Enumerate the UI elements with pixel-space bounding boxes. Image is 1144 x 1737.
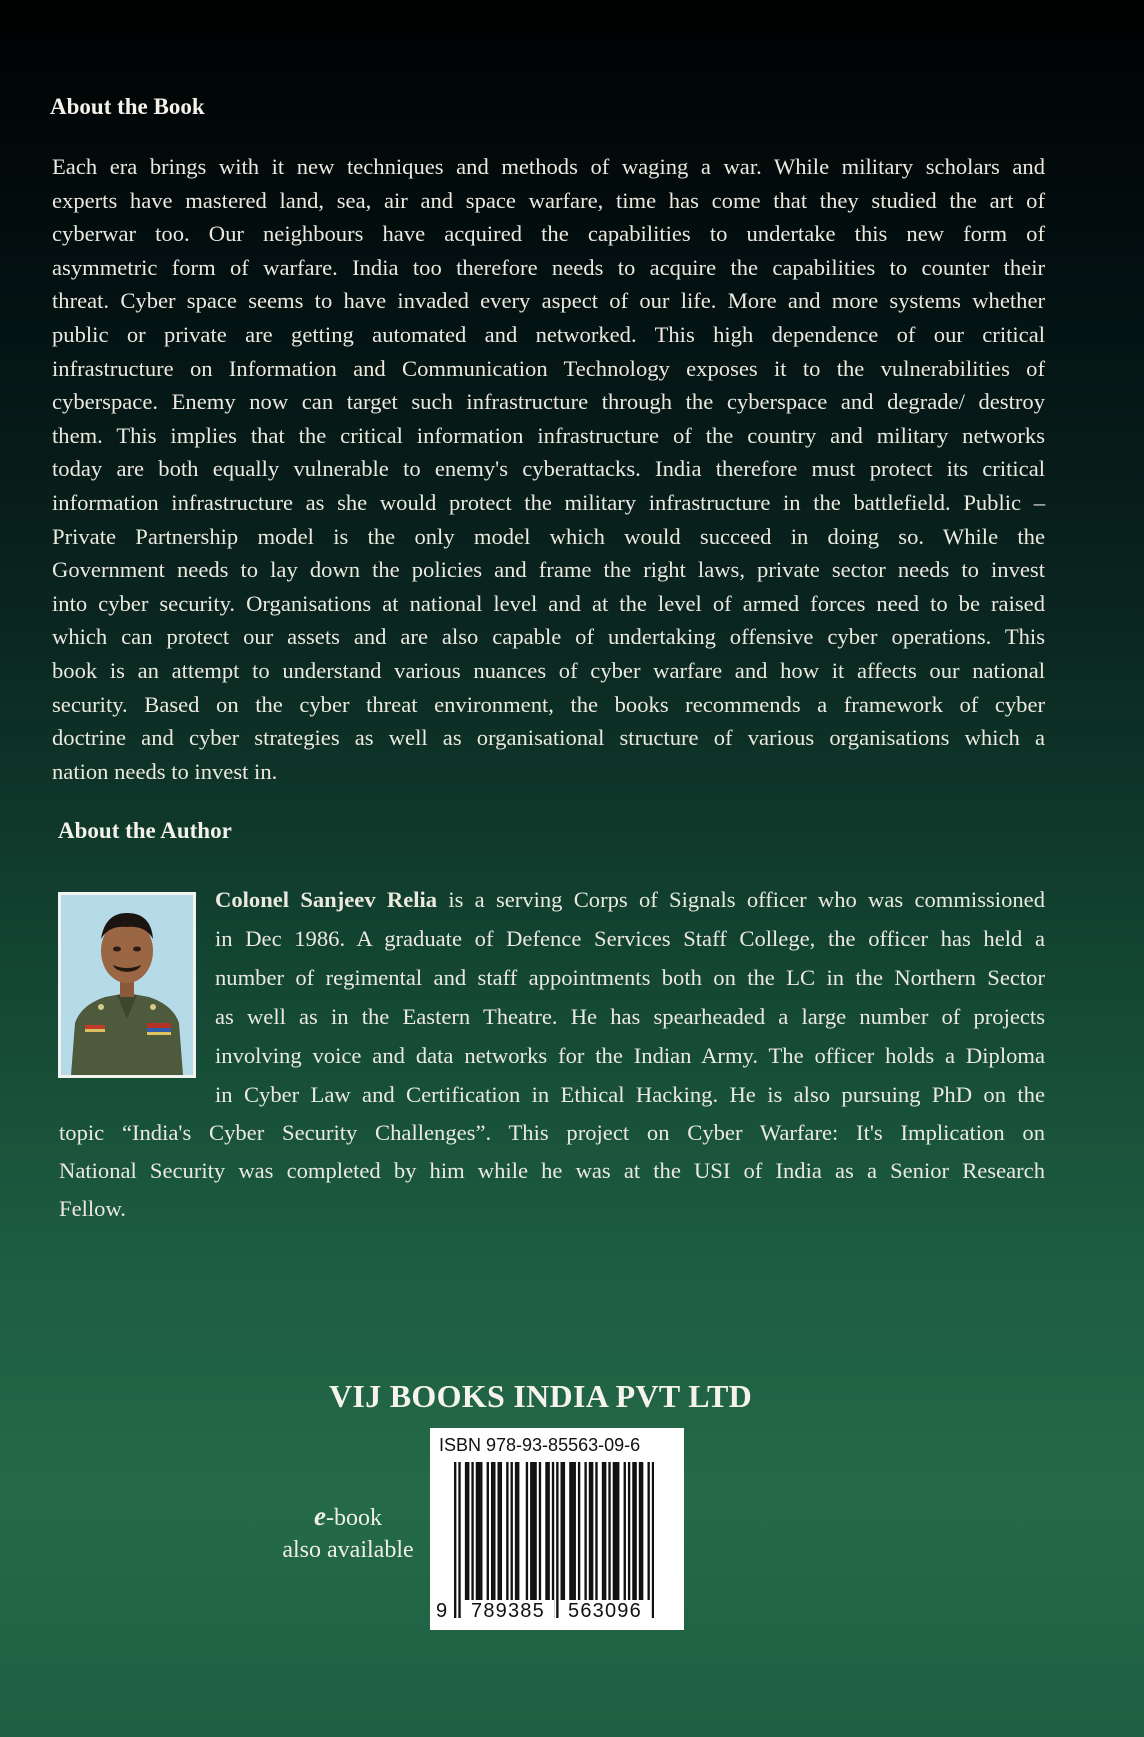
- about-author-heading: About the Author: [58, 818, 232, 843]
- bio-line: in Dec 1986. A graduate of Defence Services Staff College, the officer has held a: [215, 926, 1045, 951]
- barcode-bar: [639, 1462, 641, 1602]
- blurb-line: Government needs to lay down the policies and frame the right laws, private sector needs to invest: [52, 557, 1045, 583]
- barcode-bar: [471, 1462, 473, 1602]
- about-book-text: [52, 150, 1045, 788]
- ebook-suffix: -book: [325, 1505, 382, 1531]
- author-bio-lead: [215, 880, 1045, 1114]
- blurb-line: asymmetric form of warfare. India too therefore needs to acquire the capabilities to counter their: [52, 254, 1045, 280]
- barcode-bar: [589, 1462, 591, 1602]
- blurb-line: infrastructure on Information and Communication Technology exposes it to the vulnerabilities of: [52, 355, 1045, 381]
- barcode-bar: [556, 1462, 558, 1618]
- blurb-line: today are both equally vulnerable to enemy's cyberattacks. India therefore must protect its critical: [52, 456, 1045, 482]
- barcode-bar: [465, 1462, 467, 1602]
- barcode-bar: [591, 1462, 593, 1602]
- blurb-line: doctrine and cyber strategies as well as organisational structure of various organisations which a: [52, 725, 1045, 751]
- barcode-bar: [467, 1462, 469, 1602]
- barcode-bar: [634, 1462, 636, 1602]
- barcode-bar: [552, 1462, 554, 1618]
- ean-right-digits: 563096: [559, 1600, 651, 1623]
- barcode-icon: [454, 1462, 654, 1622]
- bio-line: Fellow.: [59, 1196, 126, 1221]
- blurb-line: experts have mastered land, sea, air and space warfare, time has come that they studied the art of: [52, 187, 1045, 213]
- barcode-bar: [476, 1462, 478, 1602]
- isbn-barcode: [430, 1428, 684, 1630]
- bio-line: as well as in the Eastern Theatre. He has spearheaded a large number of projects: [215, 1004, 1045, 1029]
- barcode-bar: [493, 1462, 495, 1602]
- barcode-bar: [491, 1462, 493, 1602]
- barcode-bar: [652, 1462, 654, 1618]
- blurb-line: into cyber security. Organisations at national level and at the level of armed forces need to be raised: [52, 590, 1045, 616]
- blurb-line: Each era brings with it new techniques and methods of waging a war. While military scholars and: [52, 154, 1045, 179]
- bio-line: National Security was completed by him while he was at the USI of India as a Senior Research: [59, 1158, 1045, 1183]
- barcode-bar: [608, 1462, 610, 1602]
- blurb-line: book is an attempt to understand various nuances of cyber warfare and how it affects our national: [52, 657, 1045, 683]
- barcode-bar: [647, 1462, 649, 1618]
- barcode-bar: [602, 1462, 604, 1602]
- bio-line: involving voice and data networks for the Indian Army. The officer holds a Diploma: [215, 1043, 1045, 1068]
- publisher-name: VIJ BOOKS INDIA PVT LTD: [329, 1378, 753, 1414]
- ean-first-digit: 9: [436, 1600, 448, 1622]
- barcode-bar: [604, 1462, 606, 1602]
- barcode-bar: [571, 1462, 573, 1602]
- ebook-notice: [258, 1500, 438, 1566]
- blurb-line: public or private are getting automated and networked. This high dependence of our critical: [52, 321, 1045, 347]
- author-name: Colonel Sanjeev Relia: [215, 887, 438, 912]
- barcode-bar: [478, 1462, 480, 1602]
- barcode-bar: [539, 1462, 541, 1602]
- bio-line: in Cyber Law and Certification in Ethical Hacking. He is also pursuing PhD on the: [215, 1082, 1045, 1107]
- barcode-bar: [526, 1462, 528, 1602]
- barcode-bar: [511, 1462, 513, 1602]
- barcode-bar: [545, 1462, 547, 1602]
- author-portrait-icon: [61, 895, 193, 1075]
- ebook-also-available: also available: [282, 1537, 414, 1563]
- barcode-bar: [624, 1462, 626, 1602]
- barcode-bar: [561, 1462, 563, 1602]
- barcode-bar: [515, 1462, 517, 1602]
- barcode-bar: [458, 1462, 460, 1618]
- ean-left-digits: 789385: [462, 1600, 554, 1623]
- barcode-bar: [613, 1462, 615, 1602]
- bio-line: number of regimental and staff appointments both on the LC in the Northern Sector: [215, 965, 1045, 990]
- blurb-line: cyberspace. Enemy now can target such infrastructure through the cyberspace and degrade/ destroy: [52, 389, 1045, 415]
- barcode-bar: [569, 1462, 571, 1602]
- barcode-bar: [584, 1462, 586, 1602]
- barcode-bar: [615, 1462, 617, 1602]
- about-book-heading: About the Book: [50, 94, 205, 119]
- blurb-line: nation needs to invest in.: [52, 758, 278, 784]
- barcode-bar: [563, 1462, 565, 1602]
- barcode-bar: [532, 1462, 534, 1602]
- author-bio-tail: [59, 1114, 1045, 1228]
- blurb-line: which can protect our assets and are also capable of undertaking offensive cyber operations. This: [52, 624, 1045, 650]
- barcode-bar: [574, 1462, 576, 1602]
- blurb-line: information infrastructure as she would protect the military infrastructure in the battlefield. Public –: [52, 489, 1045, 515]
- ebook-line: [258, 1500, 438, 1534]
- barcode-bar: [500, 1462, 502, 1602]
- blurb-line: them. This implies that the critical information infrastructure of the country and military networks: [52, 422, 1045, 448]
- barcode-bar: [628, 1462, 630, 1602]
- blurb-line: cyberwar too. Our neighbours have acquired the capabilities to undertake this new form of: [52, 221, 1045, 247]
- isbn-label: ISBN 978-93-85563-09-6: [439, 1435, 641, 1455]
- barcode-bars: [454, 1462, 654, 1622]
- barcode-bar: [530, 1462, 532, 1602]
- blurb-line: Private Partnership model is the only model which would succeed in doing so. While the: [52, 523, 1045, 549]
- barcode-bar: [617, 1462, 619, 1602]
- bio-line: [215, 880, 1045, 919]
- barcode-bar: [454, 1462, 456, 1618]
- barcode-bar: [517, 1462, 519, 1602]
- ebook-e-letter: e: [314, 1501, 326, 1531]
- barcode-bar: [632, 1462, 634, 1602]
- barcode-bar: [641, 1462, 643, 1602]
- barcode-bar: [487, 1462, 489, 1602]
- barcode-bar: [595, 1462, 597, 1602]
- bio-line: topic “India's Cyber Security Challenges”. This project on Cyber Warfare: It's Implication on: [59, 1120, 1045, 1145]
- blurb-line: security. Based on the cyber threat environment, the books recommends a framework of cyber: [52, 691, 1045, 717]
- bio-line-rest: is a serving Corps of Signals officer who was commissioned: [437, 887, 1045, 912]
- barcode-bar: [578, 1462, 580, 1602]
- author-photo: [58, 892, 196, 1078]
- blurb-line: threat. Cyber space seems to have invaded every aspect of our life. More and more systems whether: [52, 288, 1045, 314]
- barcode-bar: [506, 1462, 508, 1602]
- barcode-bar: [480, 1462, 482, 1602]
- barcode-bar: [534, 1462, 536, 1602]
- barcode-bar: [497, 1462, 499, 1602]
- barcode-bar: [547, 1462, 549, 1602]
